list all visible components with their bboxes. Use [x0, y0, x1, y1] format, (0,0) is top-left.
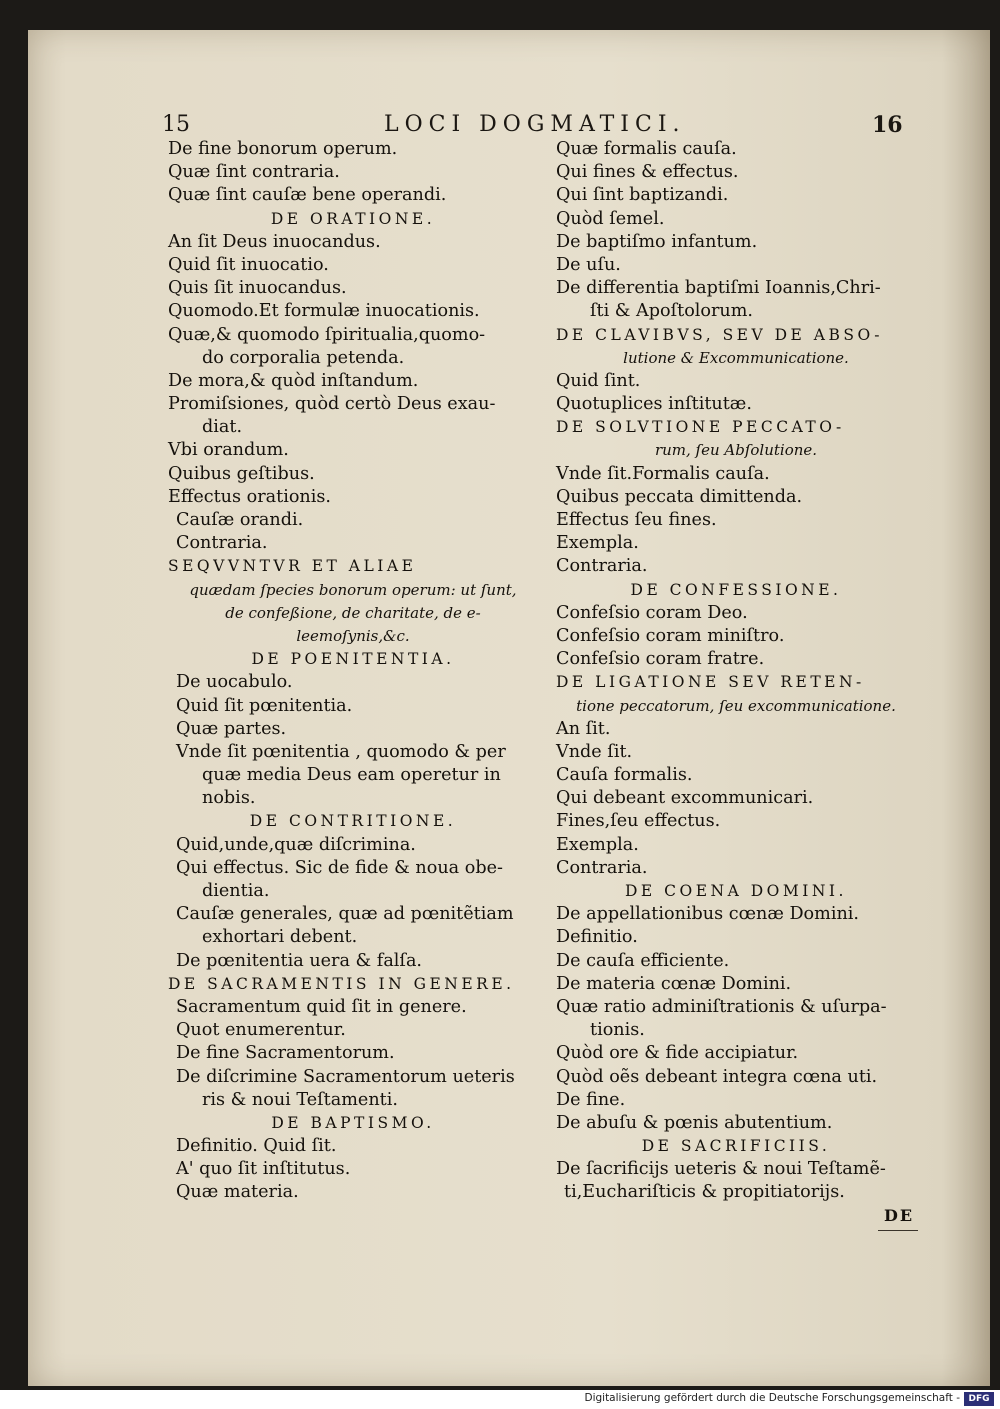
entry-line: Definitio. — [556, 927, 638, 948]
entry-line: tionis. — [590, 1020, 645, 1041]
entry-line: De fine bonorum operum. — [168, 139, 398, 159]
entry-line: DE CONTRITIONE. — [249, 812, 457, 831]
left-column — [168, 138, 538, 1205]
entry-line: Cauſa formalis. — [556, 765, 693, 786]
entry-line: Quæ formalis cauſa. — [556, 139, 737, 159]
entry-line: Vbi orandum. — [168, 440, 289, 461]
entry-line: A' quo ſit inſtitutus. — [176, 1159, 351, 1180]
entry-line: De diſcrimine Sacramentorum ueteris — [176, 1066, 515, 1087]
entry-line: DE BAPTISMO. — [271, 1113, 435, 1132]
entry-line: DE SOLVTIONE PECCATO- — [556, 418, 845, 437]
entry-line: Definitio. Quid ſit. — [176, 1136, 337, 1157]
entry-line: do corporalia petenda. — [202, 347, 405, 368]
entry-line: Effectus orationis. — [168, 486, 331, 507]
footer-credit: Digitalisierung gefördert durch die Deutsche Forschungsgemeinschaft - — [584, 1392, 960, 1404]
digitization-footer — [0, 1390, 1000, 1409]
entry-line: Contraria. — [176, 533, 268, 554]
entry-line: DE SACRIFICIIS. — [641, 1137, 831, 1156]
entry-line: Qui fines & effectus. — [556, 162, 739, 183]
entry-line: De differentia baptiſmi Ioannis,Chri- — [556, 278, 881, 299]
entry-line: Quæ ratio adminiſtrationis & uſurpa- — [556, 996, 887, 1017]
entry-line: ris & noui Teſtamenti. — [202, 1089, 398, 1110]
entry-line: Quis ſit inuocandus. — [168, 278, 347, 299]
entry-line: De fine Sacramentorum. — [176, 1043, 395, 1064]
entry-line: DE CONFESSIONE. — [630, 580, 842, 599]
entry-line: Quomodo.Et formulæ inuocationis. — [168, 301, 480, 322]
entry-line: Contraria. — [556, 556, 648, 577]
entry-line: Quòd ſemel. — [556, 208, 665, 229]
entry-line: Vnde ſit. — [556, 741, 633, 762]
entry-line: Quid ſint. — [556, 370, 641, 391]
dfg-logo: DFG — [964, 1392, 994, 1406]
entry-line: Qui debeant excommunicari. — [556, 788, 814, 809]
right-column — [556, 138, 916, 1205]
entry-line: exhortari debent. — [202, 927, 358, 948]
entry-line: leemoſynis,&c. — [296, 626, 410, 645]
entry-line: De uſu. — [556, 254, 621, 275]
entry-line: rum, ſeu Abſolutione. — [654, 441, 818, 460]
entry-line: DE COENA DOMINI. — [625, 882, 847, 900]
entry-line: Quibus peccata dimittenda. — [556, 486, 803, 507]
catchword-rule — [878, 1230, 918, 1231]
entry-line: Qui ſint baptizandi. — [556, 185, 729, 206]
entry-line: Quid ſit pœnitentia. — [176, 695, 353, 716]
entry-line: Quòd oẽs debeant integra cœna uti. — [556, 1066, 878, 1087]
entry-line: DE CLAVIBVS, SEV DE ABSO- — [556, 325, 884, 344]
catchword: DE — [884, 1206, 915, 1225]
entry-line: De mora,& quòd inſtandum. — [168, 370, 419, 391]
entry-line: Qui effectus. Sic de fide & noua obe- — [176, 857, 503, 878]
entry-line: lutione & Excommunicatione. — [623, 348, 849, 367]
entry-line: Confeſsio coram Deo. — [556, 602, 748, 623]
entry-line: De fine. — [556, 1089, 626, 1110]
entry-line: Cauſæ generales, quæ ad pœnitẽtiam — [176, 904, 514, 925]
entry-line: Confeſsio coram miniſtro. — [556, 625, 785, 646]
running-title: LOCI DOGMATICI. — [384, 112, 686, 137]
entry-line: An ſit. — [556, 718, 611, 739]
entry-line: De abuſu & pœnis abutentium. — [556, 1112, 833, 1133]
entry-line: Exempla. — [556, 533, 639, 554]
entry-line: De ſacrificijs ueteris & noui Teſtamẽ- — [556, 1159, 886, 1180]
entry-line: Exempla. — [556, 834, 639, 855]
entry-line: De appellationibus cœnæ Domini. — [556, 904, 860, 925]
entry-line: Quæ partes. — [176, 718, 287, 739]
entry-line: Vnde ſit pœnitentia , quomodo & per — [176, 741, 506, 762]
entry-line: DE POENITENTIA. — [251, 650, 455, 669]
entry-line: Promiſsiones, quòd certò Deus exau- — [168, 394, 496, 415]
entry-line: Contraria. — [556, 857, 648, 878]
entry-line: tione peccatorum, ſeu excommunicatione. — [576, 696, 896, 715]
entry-line: DE ORATIONE. — [270, 209, 436, 228]
entry-line: Quæ ſint contraria. — [168, 162, 340, 183]
entry-line: dientia. — [202, 881, 270, 901]
entry-line: ſti & Apoſtolorum. — [590, 301, 754, 322]
entry-line: Quæ ſint cauſæ bene operandi. — [168, 185, 447, 206]
entry-line: de confeßione, de charitate, de e- — [225, 603, 481, 622]
entry-line: Quid,unde,quæ diſcrimina. — [176, 834, 416, 855]
entry-line: quædam ſpecies bonorum operum: ut ſunt, — [189, 580, 517, 599]
entry-line: quæ media Deus eam operetur in — [202, 765, 501, 786]
entry-line: diat. — [202, 417, 243, 438]
entry-line: SEQVVNTVR ET ALIAE — [168, 557, 417, 576]
page-number-right: 16 — [872, 112, 903, 138]
entry-line: Quæ materia. — [176, 1182, 299, 1203]
entry-line: De baptiſmo infantum. — [556, 231, 758, 252]
entry-line: Quibus geſtibus. — [168, 463, 315, 484]
entry-line: An ſit Deus inuocandus. — [168, 231, 381, 252]
entry-line: DE LIGATIONE SEV RETEN- — [556, 673, 865, 692]
entry-line: Cauſæ orandi. — [176, 510, 304, 530]
entry-line: ti,Euchariſticis & propitiatorijs. — [564, 1182, 845, 1203]
entry-line: Fines,ſeu effectus. — [556, 811, 721, 832]
entry-line: Quæ,& quomodo ſpiritualia,quomo- — [168, 324, 486, 345]
entry-line: Sacramentum quid ſit in genere. — [176, 996, 467, 1017]
entry-line: De materia cœnæ Domini. — [556, 973, 792, 994]
entry-line: DE SACRAMENTIS IN GENERE. — [168, 974, 515, 993]
entry-line: nobis. — [202, 788, 256, 809]
entry-line: De pœnitentia uera & falſa. — [176, 950, 423, 971]
entry-line: Quid ſit inuocatio. — [168, 254, 329, 275]
entry-line: Quòd ore & fide accipiatur. — [556, 1043, 799, 1064]
entry-line: Quotuplices inſtitutæ. — [556, 394, 752, 415]
entry-line: Effectus ſeu fines. — [556, 510, 717, 530]
entry-line: De uocabulo. — [176, 672, 293, 693]
entry-line: Quot enumerentur. — [176, 1020, 346, 1041]
entry-line: Vnde ſit.Formalis cauſa. — [556, 463, 770, 484]
page-number-left: 15 — [162, 112, 190, 137]
entry-line: De cauſa efficiente. — [556, 950, 730, 971]
entry-line: Confeſsio coram fratre. — [556, 649, 765, 670]
